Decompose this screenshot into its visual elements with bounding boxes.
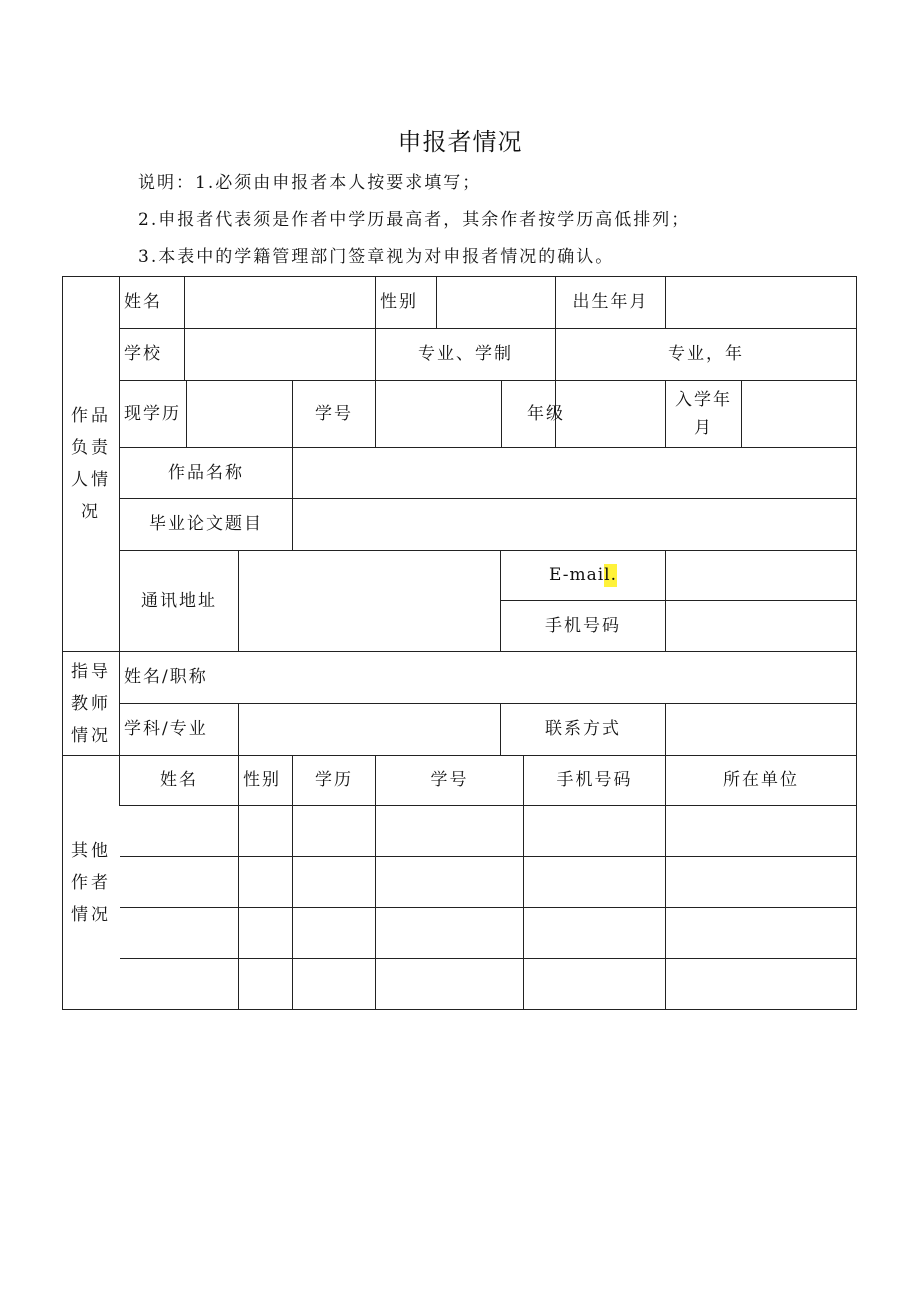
col-header-name: 姓名 bbox=[160, 770, 198, 791]
input-enroll-date[interactable] bbox=[742, 381, 856, 447]
note-line-2: 2.申报者代表须是作者中学历最高者，其余作者按学历高低排列； bbox=[138, 210, 691, 230]
other-author-row-4[interactable] bbox=[120, 959, 857, 1010]
input-thesis-title[interactable] bbox=[293, 499, 856, 550]
page-title: 申报者情况 bbox=[397, 128, 523, 156]
input-email[interactable] bbox=[666, 551, 856, 600]
input-address[interactable] bbox=[239, 551, 500, 651]
note-line-1: 说明：1.必须由申报者本人按要求填写； bbox=[138, 173, 482, 193]
other-author-row-2[interactable] bbox=[120, 857, 857, 907]
input-teacher-name-title[interactable] bbox=[239, 652, 856, 703]
note-line-3: 3.本表中的学籍管理部门签章视为对申报者情况的确认。 bbox=[138, 247, 615, 267]
other-author-row-3[interactable] bbox=[120, 908, 857, 958]
input-mobile[interactable] bbox=[666, 601, 856, 651]
label-thesis-title: 毕业论文题目 bbox=[149, 514, 263, 535]
input-grade[interactable] bbox=[566, 381, 665, 447]
input-school[interactable] bbox=[185, 329, 375, 380]
label-student-id: 学号 bbox=[315, 403, 353, 424]
label-mobile: 手机号码 bbox=[545, 615, 621, 636]
label-birth: 出生年月 bbox=[572, 292, 649, 313]
input-name[interactable] bbox=[185, 277, 375, 328]
col-header-gender: 性别 bbox=[243, 770, 281, 791]
label-school: 学校 bbox=[124, 344, 162, 365]
label-teacher-subject: 学科/专业 bbox=[124, 719, 208, 740]
col-header-mobile: 手机号码 bbox=[556, 770, 633, 791]
input-current-degree[interactable] bbox=[187, 381, 292, 447]
label-address: 通讯地址 bbox=[141, 590, 217, 611]
label-major-system: 专业、学制 bbox=[418, 344, 513, 365]
label-email: E-mai l. bbox=[548, 565, 617, 586]
label-name: 姓名 bbox=[124, 292, 162, 313]
section-teacher-info: 指导 教师 情况 bbox=[71, 661, 111, 746]
col-header-degree: 学历 bbox=[315, 770, 353, 791]
applicant-form-table bbox=[62, 276, 857, 1010]
col-header-unit: 所在单位 bbox=[723, 770, 799, 791]
label-grade: 年级 bbox=[527, 403, 565, 424]
label-contact: 联系方式 bbox=[545, 719, 621, 740]
input-contact[interactable] bbox=[666, 704, 856, 755]
input-student-id[interactable] bbox=[376, 381, 501, 447]
col-header-student-id: 学号 bbox=[430, 770, 469, 791]
label-work-name: 作品名称 bbox=[168, 462, 244, 483]
input-work-name[interactable] bbox=[293, 448, 856, 498]
input-gender[interactable] bbox=[437, 277, 555, 328]
label-current-degree: 现学历 bbox=[124, 403, 181, 424]
label-gender: 性别 bbox=[380, 292, 418, 313]
label-enroll-date: 入学年 月 bbox=[675, 390, 732, 438]
other-author-row-1[interactable] bbox=[120, 806, 857, 856]
label-major-year: 专业，年 bbox=[668, 344, 744, 365]
label-teacher-name-title: 姓名/职称 bbox=[124, 667, 208, 688]
section-other-authors: 其他 作者 情况 bbox=[71, 841, 111, 925]
input-teacher-subject[interactable] bbox=[239, 704, 500, 755]
input-birth[interactable] bbox=[666, 277, 856, 328]
section-leader-info: 作品 负责 人情 况 bbox=[71, 406, 111, 522]
